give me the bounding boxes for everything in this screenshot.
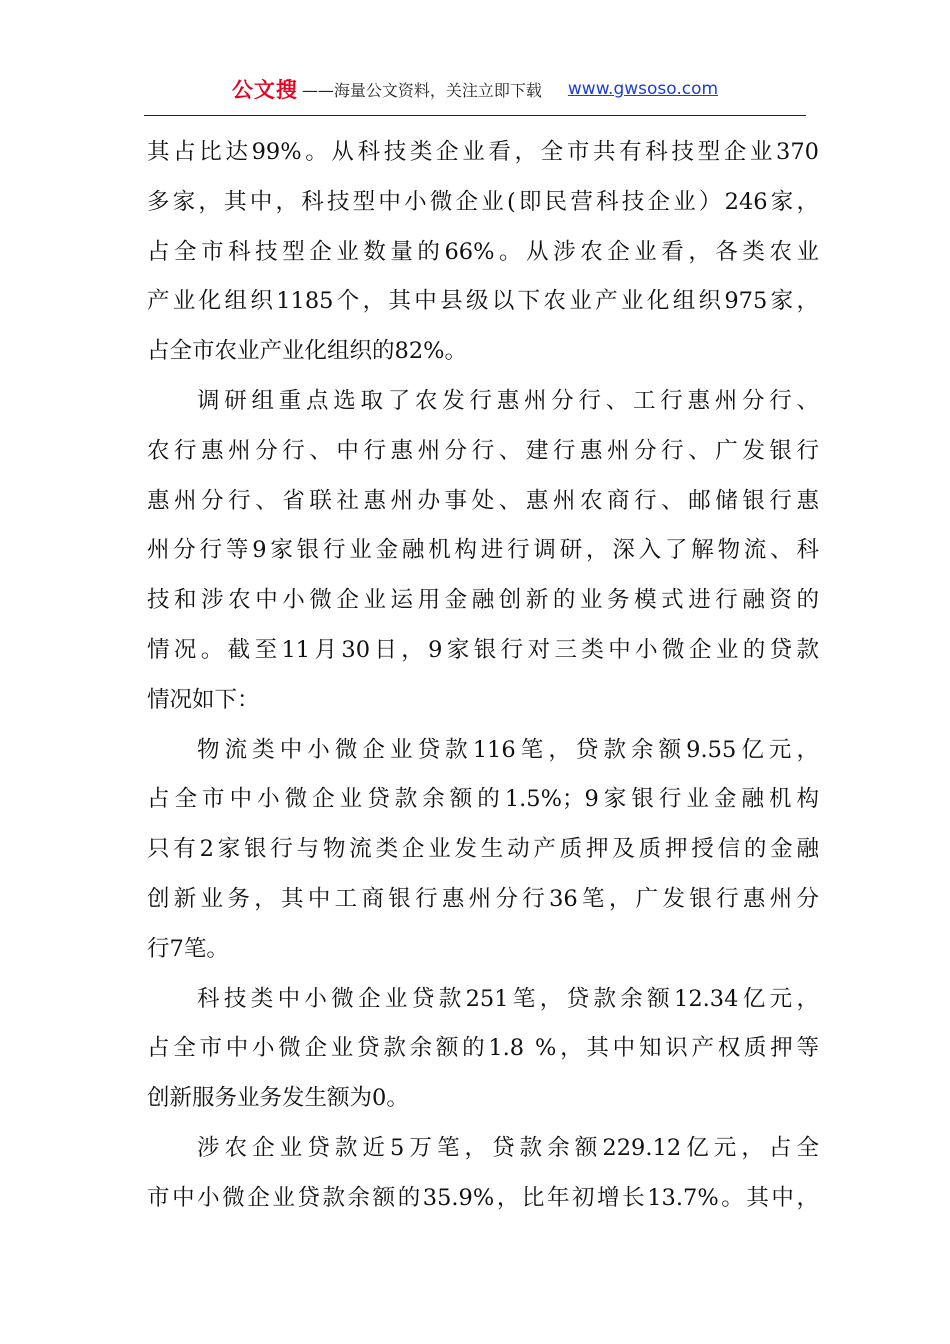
- website-link[interactable]: www.gwsoso.com: [567, 79, 719, 99]
- text-line: 农行惠州分行、中行惠州分行、建行惠州分行、广发银行: [147, 437, 819, 464]
- text-line: 创新服务业务发生额为0。: [147, 1085, 409, 1112]
- text-line: 其占比达99%。从科技类企业看，全市共有科技型企业370: [147, 139, 819, 165]
- text-line: 调研组重点选取了农发行惠州分行、工行惠州分行、: [197, 387, 819, 414]
- text-line: 占全市中小微企业贷款余额的1.8 %，其中知识产权质押等: [147, 1035, 819, 1062]
- text-line: 惠州分行、省联社惠州办事处、惠州农商行、邮储银行惠: [147, 487, 819, 514]
- text-line: 产业化组织1185个，其中县级以下农业产业化组织975家，: [147, 288, 819, 315]
- document-body: [147, 128, 819, 1224]
- text-line: 创新业务，其中工商银行惠州分行36笔，广发银行惠州分: [147, 885, 819, 912]
- text-line: 市中小微企业贷款余额的35.9%，比年初增长13.7%。其中，: [147, 1184, 819, 1211]
- text-line: 情况如下：: [147, 686, 260, 713]
- text-line: 州分行等9家银行业金融机构进行调研，深入了解物流、科: [147, 537, 819, 564]
- text-line: 占全市农业产业化组织的82%。: [147, 338, 468, 365]
- text-line: 行7笔。: [147, 935, 229, 962]
- page-header: [144, 72, 806, 106]
- text-line: 占全市中小微企业贷款余额的1.5%；9家银行业金融机构: [147, 786, 819, 813]
- text-line: 物流类中小微企业贷款116笔，贷款余额9.55亿元，: [197, 736, 819, 763]
- text-line: 占全市科技型企业数量的66%。从涉农企业看，各类农业: [147, 238, 819, 265]
- text-line: 情况。截至11月30日，9家银行对三类中小微企业的贷款: [147, 636, 819, 663]
- text-line: 多家，其中，科技型中小微企业(即民营科技企业）246家，: [147, 188, 819, 215]
- brand-logo: 公文搜: [231, 78, 298, 102]
- text-line: 科技类中小微企业贷款251笔，贷款余额12.34亿元，: [197, 985, 819, 1012]
- text-line: 涉农企业贷款近5万笔，贷款余额229.12亿元，占全: [197, 1134, 819, 1161]
- header-tagline: ——海量公文资料，关注立即下载: [301, 80, 542, 100]
- header-divider: [144, 115, 806, 116]
- text-line: 技和涉农中小微企业运用金融创新的业务模式进行融资的: [147, 587, 819, 614]
- text-line: 只有2家银行与物流类企业发生动产质押及质押授信的金融: [147, 836, 819, 863]
